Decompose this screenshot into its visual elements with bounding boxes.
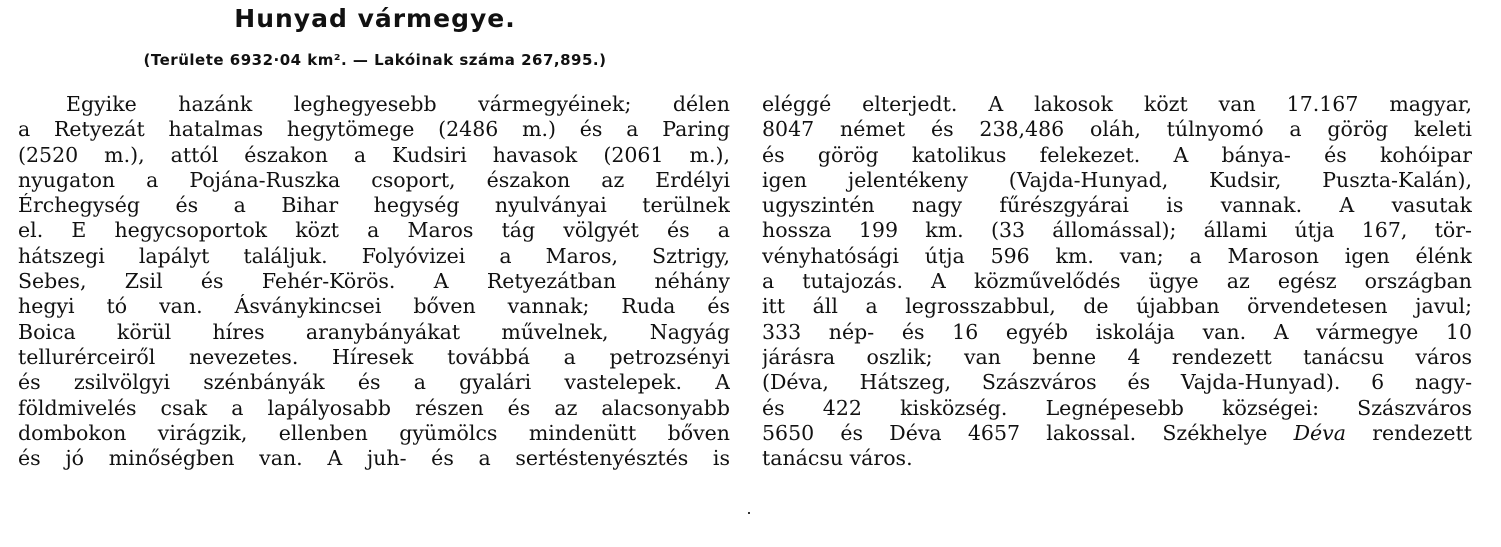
text-line: Érchegység és a Bihar hegység nyulványai terülnek	[18, 193, 730, 218]
right-text-column	[762, 92, 1472, 471]
page-subtitle: (Területe 6932·04 km². — Lakóinak száma 267,895.)	[143, 51, 607, 69]
text-line: tanácsu város.	[762, 446, 913, 471]
text-line: hegyi tó van. Ásványkincsei bőven vannak; Ruda és	[18, 294, 730, 319]
text-line: 333 nép- és 16 egyéb iskolája van. A vármegye 10	[762, 319, 1472, 344]
text-line: dombokon virágzik, ellenben gyümölcs mindenütt bőven	[18, 420, 730, 445]
text-line: és görög katolikus felekezet. A bánya- és kohóipar	[762, 142, 1472, 167]
text-line: tellurérceiről nevezetes. Híresek továbbá a petrozsényi	[18, 344, 730, 369]
text-line: a Retyezát hatalmas hegytömege (2486 m.) és a Paring	[18, 117, 730, 142]
text-line: (Déva, Hátszeg, Szászváros és Vajda-Hunyad). 6 nagy-	[762, 370, 1472, 395]
column-divider-mark	[748, 512, 750, 514]
text-line: és zsilvölgyi szénbányák és a gyalári vastelepek. A	[18, 370, 730, 395]
text-line: és jó minőségben van. A juh- és a sertéstenyésztés is	[18, 446, 730, 471]
text-line: vényhatósági útja 596 km. van; a Maroson igen élénk	[762, 243, 1472, 268]
text-line: eléggé elterjedt. A lakosok közt van 17.167 magyar,	[762, 92, 1472, 116]
text-line: el. E hegycsoportok közt a Maros tág völgyét és a	[18, 218, 730, 243]
page-title: Hunyad vármegye.	[234, 4, 516, 33]
text-line: itt áll a legrosszabbul, de újabban örvendetesen javul;	[762, 294, 1472, 319]
text-line: a tutajozás. A közművelődés ügye az egész országban	[762, 269, 1472, 294]
text-line: nyugaton a Pojána-Ruszka csoport, északon az Erdélyi	[18, 167, 730, 192]
text-line: és 422 kisközség. Legnépesebb községei: Szászváros	[762, 395, 1472, 420]
text-line: 8047 német és 238,486 oláh, túlnyomó a görög keleti	[762, 117, 1472, 142]
text-line: Egyike hazánk leghegyesebb vármegyéinek; délen	[66, 92, 730, 116]
text-line: 5650 és Déva 4657 lakossal. Székhelye Déva rendezett	[762, 420, 1472, 445]
text-line: földmivelés csak a lapályosabb részen és az alacsonyabb	[18, 395, 730, 420]
text-line: járásra oszlik; van benne 4 rendezett tanácsu város	[762, 344, 1472, 369]
text-line: (2520 m.), attól északon a Kudsiri havasok (2061 m.),	[18, 142, 730, 167]
text-line: igen jelentékeny (Vajda-Hunyad, Kudsir, Puszta-Kalán),	[762, 167, 1472, 192]
text-line: hossza 199 km. (33 állomással); állami útja 167, tör-	[762, 218, 1472, 243]
left-text-column	[18, 92, 730, 471]
text-line: ugyszintén nagy fűrészgyárai is vannak. A vasutak	[762, 193, 1472, 218]
text-line: hátszegi lapályt találjuk. Folyóvizei a Maros, Sztrigy,	[18, 243, 730, 268]
text-line: Boica körül híres aranybányákat művelnek, Nagyág	[18, 319, 730, 344]
text-line: Sebes, Zsil és Fehér-Körös. A Retyezátban néhány	[18, 269, 730, 294]
